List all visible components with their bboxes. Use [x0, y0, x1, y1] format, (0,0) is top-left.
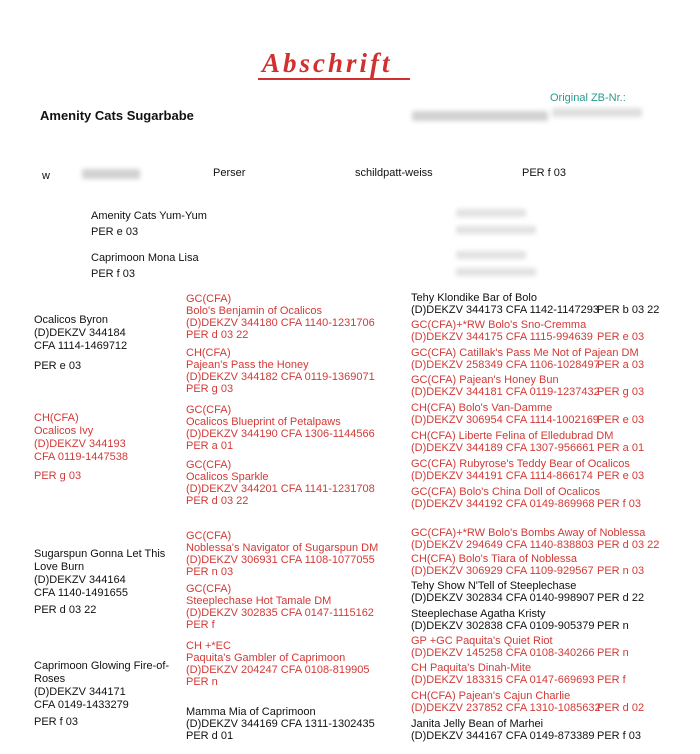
ancestor-ems: PER d 22	[597, 592, 645, 604]
ancestor-name: GC(CFA)+*RW Bolo's Bombs Away of Noblessa	[411, 527, 646, 539]
ggp-block-1	[186, 293, 375, 341]
grandparent-line: Ocalicos Ivy	[34, 425, 94, 437]
ggp-line: (D)DEKZV 306931 CFA 1108-1077055	[186, 554, 375, 566]
ancestor-registration: (D)DEKZV 344173 CFA 1142-1147293	[411, 304, 599, 316]
ggp-line: PER d 03 22	[186, 329, 249, 341]
ggp-line: GC(CFA)	[186, 583, 232, 595]
grandparent-line: Ocalicos Byron	[34, 314, 108, 326]
ancestor-name: GC(CFA) Catillak's Pass Me Not of Pajean DM	[411, 347, 639, 359]
ancestor-ems: PER f	[597, 674, 626, 686]
ancestor-name: GC(CFA) Pajean's Honey Bun	[411, 374, 559, 386]
grandparent-3	[34, 548, 165, 600]
ancestor-registration: (D)DEKZV 302834 CFA 0140-998907	[411, 592, 595, 604]
grandparent-ems: PER d 03 22	[34, 604, 97, 616]
grandparent-line: Caprimoon Glowing Fire-of-	[34, 660, 170, 672]
ggp-line: Ocalicos Sparkle	[186, 471, 269, 483]
ancestor-registration: (D)DEKZV 344181 CFA 0119-1237432	[411, 386, 600, 398]
ggp-line: PER n	[186, 676, 218, 688]
redacted-sire-cfa	[456, 226, 536, 234]
ancestor-ems: PER g 03	[597, 386, 645, 398]
ancestor-registration: (D)DEKZV 344175 CFA 1115-994639	[411, 331, 593, 343]
ggp-line: CH(CFA)	[186, 347, 231, 359]
ancestor-registration: (D)DEKZV 183315 CFA 0147-669693	[411, 674, 595, 686]
ggp-line: (D)DEKZV 344190 CFA 1306-1144566	[186, 428, 375, 440]
ancestor-registration: (D)DEKZV 344189 CFA 1307-956661	[411, 442, 595, 454]
ancestor-registration: (D)DEKZV 306929 CFA 1109-929567	[411, 565, 594, 577]
ancestor-ems: PER a 03	[597, 359, 645, 371]
ggp-line: (D)DEKZV 204247 CFA 0108-819905	[186, 664, 370, 676]
ggp-line: (D)DEKZV 302835 CFA 0147-1115162	[186, 607, 374, 619]
ggp-line: Steeplechase Hot Tamale DM	[186, 595, 332, 607]
grandparent-line: (D)DEKZV 344184	[34, 327, 126, 339]
grandparent-line: (D)DEKZV 344193	[34, 438, 126, 450]
ggp-line: Pajean's Pass the Honey	[186, 359, 309, 371]
ancestor-ems: PER n	[597, 647, 629, 659]
ggp-line: PER g 03	[186, 383, 234, 395]
ancestor-ems: PER f 03	[597, 730, 642, 742]
ancestor-name: Steeplechase Agatha Kristy	[411, 608, 546, 620]
ggp-line: Bolo's Benjamin of Ocalicos	[186, 305, 322, 317]
ancestor-registration: (D)DEKZV 344167 CFA 0149-873389	[411, 730, 595, 742]
ancestor-name: CH(CFA) Bolo's Van-Damme	[411, 402, 553, 414]
grandparent-1	[34, 314, 127, 353]
grandparent-line: (D)DEKZV 344164	[34, 574, 126, 586]
breed-field: Perser	[213, 167, 246, 179]
ancestor-name: Janita Jelly Bean of Marhei	[411, 718, 544, 730]
document-title: Abschrift	[262, 48, 393, 78]
sire-block	[91, 208, 207, 240]
color-field: schildpatt-weiss	[355, 167, 433, 179]
grandparent-ems: PER f 03	[34, 716, 79, 728]
ancestor-ems: PER n	[597, 620, 629, 632]
ggp-line: Ocalicos Blueprint of Petalpaws	[186, 416, 341, 428]
ggp-block-3	[186, 404, 375, 452]
ancestor-ems: PER e 03	[597, 331, 645, 343]
dam-ems: PER f 03	[91, 268, 136, 280]
ancestor-name: GC(CFA) Rubyrose's Teddy Bear of Ocalicos	[411, 458, 630, 470]
ancestor-name: GP +GC Paquita's Quiet Riot	[411, 635, 553, 647]
ggp-line: PER n 03	[186, 566, 234, 578]
zb-number-label: Original ZB-Nr.:	[550, 92, 626, 104]
ancestor-registration: (D)DEKZV 258349 CFA 1106-1028497	[411, 359, 600, 371]
ancestor-registration: (D)DEKZV 344191 CFA 1114-866174	[411, 470, 593, 482]
ancestor-ems: PER f 03	[597, 498, 642, 510]
sire-name: Amenity Cats Yum-Yum	[91, 210, 207, 222]
ggp-block-6	[186, 583, 374, 631]
ancestor-registration: (D)DEKZV 294649 CFA 1140-838803	[411, 539, 594, 551]
ancestor-ems: PER n 03	[597, 565, 645, 577]
ggp-line: GC(CFA)	[186, 530, 232, 542]
ancestor-ems: PER d 02	[597, 702, 645, 714]
redacted-sire-reg	[456, 209, 526, 217]
ancestor-name: Tehy Show N'Tell of Steeplechase	[411, 580, 577, 592]
ancestor-name: GC(CFA) Bolo's China Doll of Ocalicos	[411, 486, 601, 498]
grandparent-line: CFA 0149-1433279	[34, 699, 129, 711]
ancestor-registration: (D)DEKZV 306954 CFA 1114-1002169	[411, 414, 599, 426]
redacted-dam-cfa	[456, 268, 536, 276]
ancestor-registration: (D)DEKZV 237852 CFA 1310-1085632	[411, 702, 601, 714]
title-underline	[258, 78, 410, 80]
grandparent-line: (D)DEKZV 344171	[34, 686, 126, 698]
ggp-line: PER f	[186, 619, 215, 631]
ancestor-registration: (D)DEKZV 344192 CFA 0149-869968	[411, 498, 595, 510]
dam-name: Caprimoon Mona Lisa	[91, 252, 199, 264]
ggp-block-5	[186, 530, 378, 578]
grandparent-line: Love Burn	[34, 561, 85, 573]
ggp-line: Mamma Mia of Caprimoon	[186, 706, 316, 718]
ancestor-ems: PER a 01	[597, 442, 645, 454]
grandparent-line: Roses	[34, 673, 66, 685]
ggp-line: PER a 01	[186, 440, 234, 452]
ggp-line: GC(CFA)	[186, 293, 232, 305]
ggp-block-7	[186, 640, 369, 688]
ggp-line: PER d 01	[186, 730, 234, 742]
grandparent-2	[34, 412, 128, 464]
ggp-line: (D)DEKZV 344180 CFA 1140-1231706	[186, 317, 375, 329]
sire-ems: PER e 03	[91, 226, 139, 238]
ggp-block-2	[186, 347, 375, 395]
redacted-zb-number	[412, 111, 548, 121]
ancestor-name: CH(CFA) Liberte Felina of Elledubrad DM	[411, 430, 614, 442]
ggp-line: GC(CFA)	[186, 459, 232, 471]
ggp-line: Paquita's Gambler of Caprimoon	[186, 652, 346, 664]
grandparent-ems: PER e 03	[34, 360, 82, 372]
ggp-line: CH +*EC	[186, 640, 231, 652]
ems-field: PER f 03	[522, 167, 567, 179]
grandparent-line: Sugarspun Gonna Let This	[34, 548, 166, 560]
grandparent-line: CFA 1114-1469712	[34, 340, 128, 352]
ancestor-registration: (D)DEKZV 302838 CFA 0109-905379	[411, 620, 595, 632]
ancestor-ems: PER e 03	[597, 470, 645, 482]
ggp-line: (D)DEKZV 344169 CFA 1311-1302435	[186, 718, 375, 730]
grandparent-ems: PER g 03	[34, 470, 82, 482]
redacted-dam-reg	[456, 251, 526, 259]
ancestor-name: GC(CFA)+*RW Bolo's Sno-Cremma	[411, 319, 587, 331]
redacted-birthdate	[82, 169, 140, 179]
ancestor-registration: (D)DEKZV 145258 CFA 0108-340266	[411, 647, 595, 659]
ancestor-name: CH(CFA) Pajean's Cajun Charlie	[411, 690, 571, 702]
ggp-line: GC(CFA)	[186, 404, 232, 416]
ancestor-ems: PER d 03 22	[597, 539, 660, 551]
dam-block	[91, 250, 199, 282]
ancestor-ems: PER e 03	[597, 414, 645, 426]
ggp-line: PER d 03 22	[186, 495, 249, 507]
cat-name: Amenity Cats Sugarbabe	[40, 108, 194, 123]
grandparent-line: CFA 1140-1491655	[34, 587, 128, 599]
grandparent-line: CFA 0119-1447538	[34, 451, 128, 463]
ancestor-name: CH(CFA) Bolo's Tiara of Noblessa	[411, 553, 577, 565]
ggp-block-8	[186, 706, 375, 742]
redacted-original-zb	[552, 108, 642, 117]
sex-field: w	[42, 170, 50, 182]
ggp-line: (D)DEKZV 344201 CFA 1141-1231708	[186, 483, 375, 495]
ggp-line: (D)DEKZV 344182 CFA 0119-1369071	[186, 371, 375, 383]
grandparent-4	[34, 660, 169, 712]
grandparent-line: CH(CFA)	[34, 412, 79, 424]
ancestor-name: Tehy Klondike Bar of Bolo	[411, 292, 537, 304]
ancestor-ems: PER b 03 22	[597, 304, 660, 316]
ggp-block-4	[186, 459, 375, 507]
ancestor-name: CH Paquita's Dinah-Mite	[411, 662, 532, 674]
ggp-line: Noblessa's Navigator of Sugarspun DM	[186, 542, 379, 554]
